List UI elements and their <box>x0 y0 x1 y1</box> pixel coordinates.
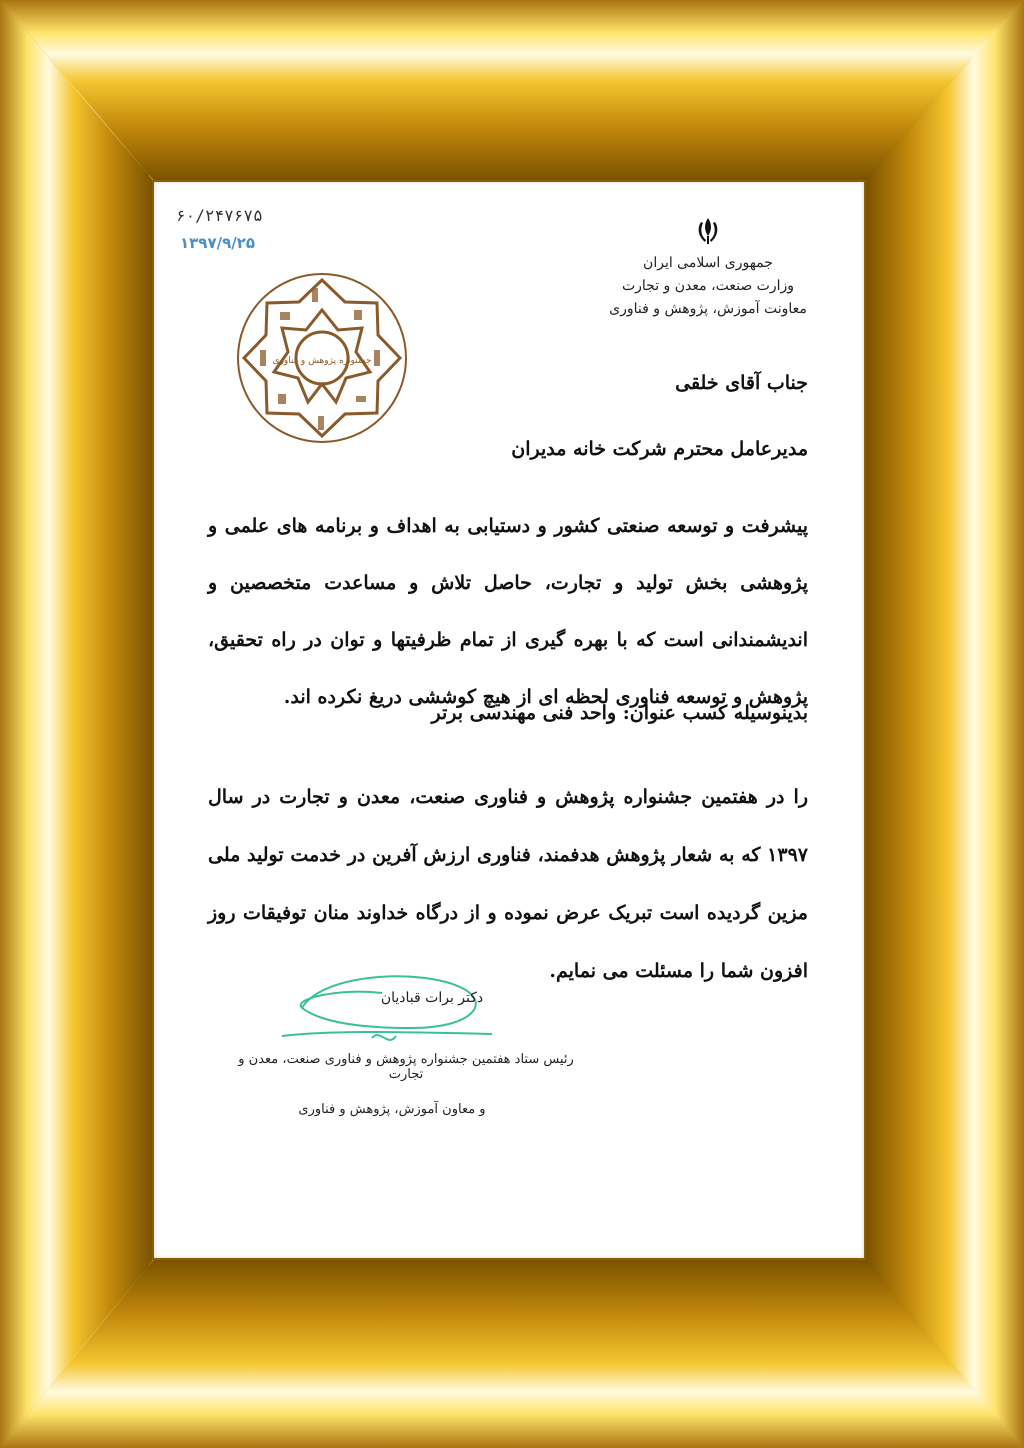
signature-scribble <box>262 968 502 1058</box>
letterhead-country: جمهوری اسلامی ایران <box>643 255 773 271</box>
paragraph-2: را در هفتمین جشنواره پژوهش و فناوری صنعت، معدن و تجارت در سال ۱۳۹۷ که به شعار پژوهش هدفمند، فناوری ارزش آفرین در خدمت تولید ملی مزین گردیده است تبریک عرض نموده و از درگاه خداوند منان توفیقات روز افزون شما را مسئلت می نمایم. <box>208 786 808 982</box>
letterhead <box>608 216 808 321</box>
letterhead-ministry: وزارت صنعت، معدن و تجارت <box>621 278 795 294</box>
reference-number: ۶۰/۲۴۷۶۷۵ <box>176 206 263 225</box>
seal-text: جشنواره پژوهش و فناوری <box>272 356 372 366</box>
award-subject: بدینوسیله کسب عنوان: واحد فنی مهندسی برتر <box>431 702 808 724</box>
salutation: جناب آقای خلقی <box>675 372 808 394</box>
frame-left <box>0 0 152 1448</box>
reference-date: ۱۳۹۷/۹/۲۵ <box>180 234 256 252</box>
frame-bottom <box>0 1260 1024 1448</box>
festival-seal-icon <box>234 270 410 446</box>
frame-top <box>0 0 1024 180</box>
paragraph-1: پیشرفت و توسعه صنعتی کشور و دستیابی به اهداف و برنامه های علمی و پژوهشی بخش تولید و تجارت، حاصل تلاش و مساعدت متخصصین و اندیشمندانی است که با بهره گیری از تمام ظرفیتها و توان در راه تحقیق، پژوهش و توسعه فناوری لحظه ای از هیچ کوششی دریغ نکرده اند. <box>208 515 808 708</box>
letterhead-deputy: معاونت آموزش، پژوهش و فناوری <box>609 301 807 317</box>
recipient-title: مدیرعامل محترم شرکت خانه مدیران <box>511 438 808 460</box>
certificate-paper <box>152 180 866 1260</box>
signer-name: دکتر برات قبادیان <box>380 990 484 1006</box>
iran-emblem-icon <box>695 216 721 246</box>
frame-right <box>866 0 1024 1448</box>
signer-role-secondary: و معاون آموزش، پژوهش و فناوری <box>298 1102 486 1117</box>
signer-role: رئیس ستاد هفتمین جشنواره پژوهش و فناوری صنعت، معدن و تجارت <box>238 1052 574 1082</box>
